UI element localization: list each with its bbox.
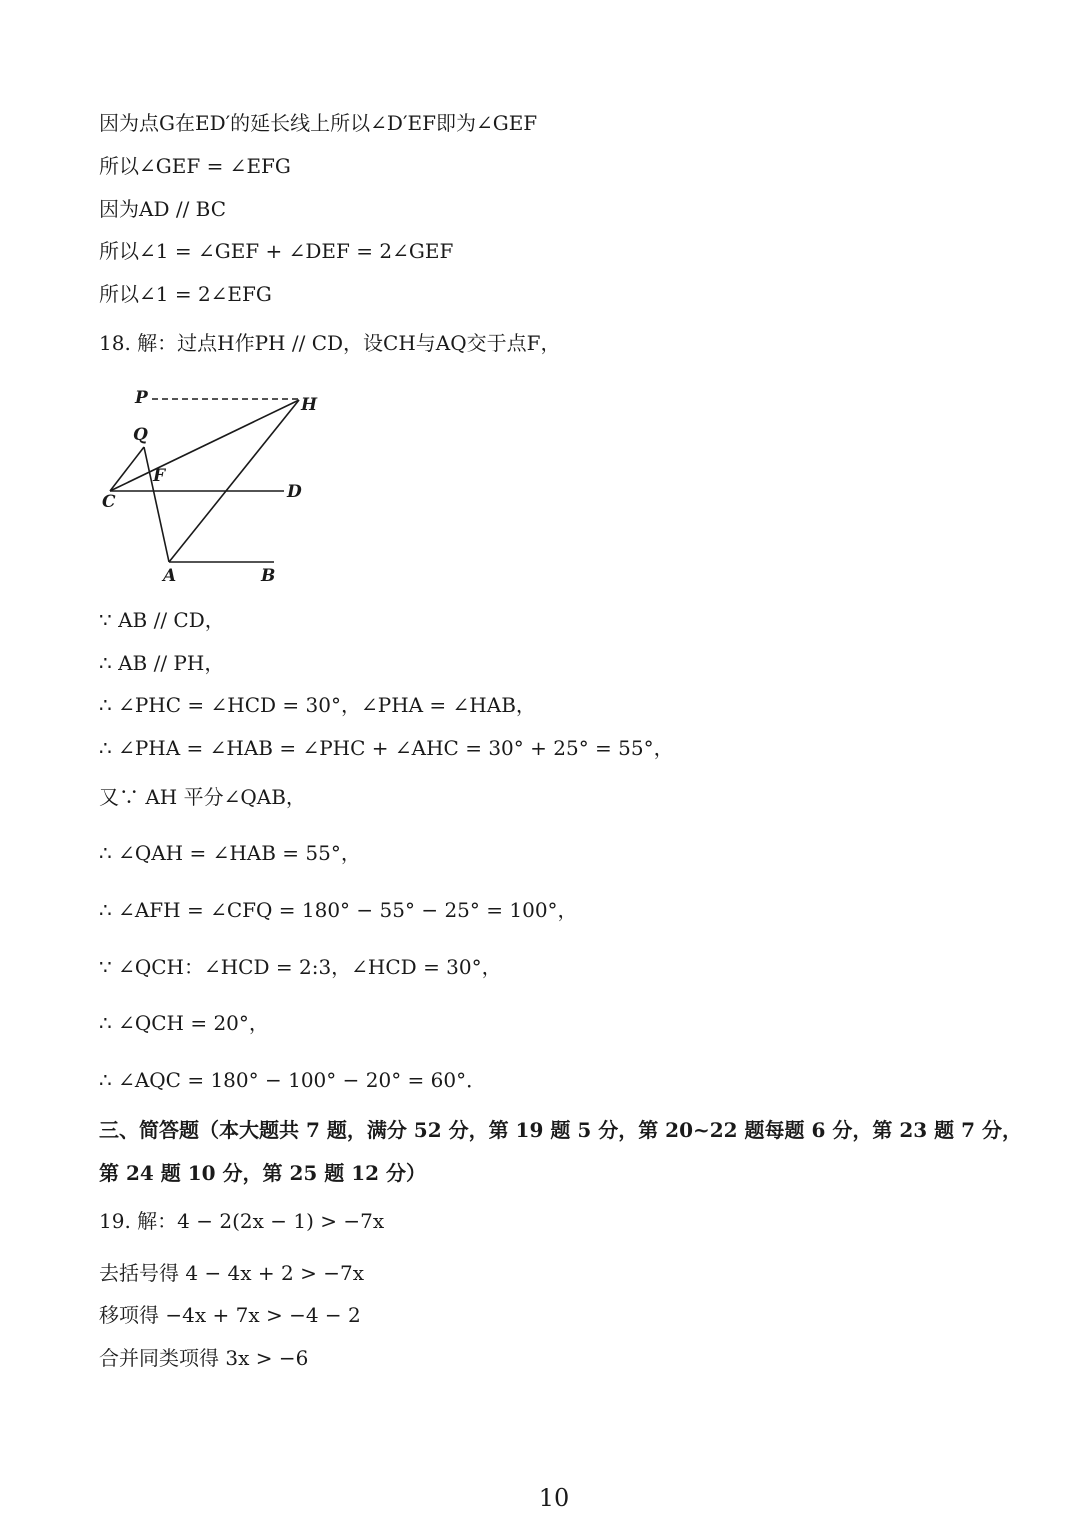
text-line: 所以∠GEF = ∠EFG (99, 154, 291, 178)
proof-line: ∴ ∠PHA = ∠HAB = ∠PHC + ∠AHC = 30° + 25° = 55°， (99, 736, 674, 760)
proof-line: ∴ ∠PHC = ∠HCD = 30°，∠PHA = ∠HAB， (99, 693, 536, 717)
page-number: 10 (538, 1484, 570, 1512)
text-line: 因为点G在ED′的延长线上所以∠D′EF即为∠GEF (99, 111, 538, 135)
label-b: B (261, 566, 276, 586)
proof-line: 又∵ AH 平分∠QAB， (99, 785, 306, 809)
question-19-line: 合并同类项得 3x > −6 (99, 1346, 309, 1370)
proof-line: ∴ ∠QCH = 20°， (99, 1011, 269, 1035)
proof-line: ∵ ∠QCH：∠HCD = 2:3，∠HCD = 30°， (99, 955, 502, 979)
question-19-line: 去括号得 4 − 4x + 2 > −7x (99, 1261, 364, 1285)
label-h: H (301, 395, 318, 415)
line-ha (169, 400, 299, 562)
label-c: C (102, 492, 116, 512)
label-p: P (135, 388, 148, 408)
question-19-line: 19. 解：4 − 2(2x − 1) > −7x (99, 1209, 385, 1233)
section-heading: 三、简答题（本大题共 7 题，满分 52 分，第 19 题 5 分，第 20~22 题每题 6 分，第 23 题 7 分， (99, 1118, 1022, 1142)
question-18-intro: 18. 解：过点H作PH // CD，设CH与AQ交于点F， (99, 331, 561, 355)
proof-line: ∴ ∠QAH = ∠HAB = 55°， (99, 841, 361, 865)
text-line: 因为AD // BC (99, 197, 227, 221)
label-q: Q (133, 425, 148, 445)
label-d: D (287, 482, 302, 502)
question-19-line: 移项得 −4x + 7x > −4 − 2 (99, 1303, 361, 1327)
geometry-figure (96, 380, 336, 594)
proof-line: ∵ AB // CD， (99, 608, 225, 632)
label-a: A (163, 566, 177, 586)
proof-line: ∴ ∠AFH = ∠CFQ = 180° − 55° − 25° = 100°， (99, 898, 578, 922)
proof-line: ∴ AB // PH， (99, 651, 225, 675)
line-ch (110, 400, 299, 491)
section-heading: 第 24 题 10 分，第 25 题 12 分） (99, 1161, 427, 1185)
label-f: F (153, 466, 166, 486)
text-line: 所以∠1 = 2∠EFG (99, 282, 272, 306)
line-cq (110, 447, 144, 491)
proof-line: ∴ ∠AQC = 180° − 100° − 20° = 60°． (99, 1068, 487, 1092)
geometry-diagram (96, 380, 336, 590)
text-line: 所以∠1 = ∠GEF + ∠DEF = 2∠GEF (99, 239, 454, 263)
